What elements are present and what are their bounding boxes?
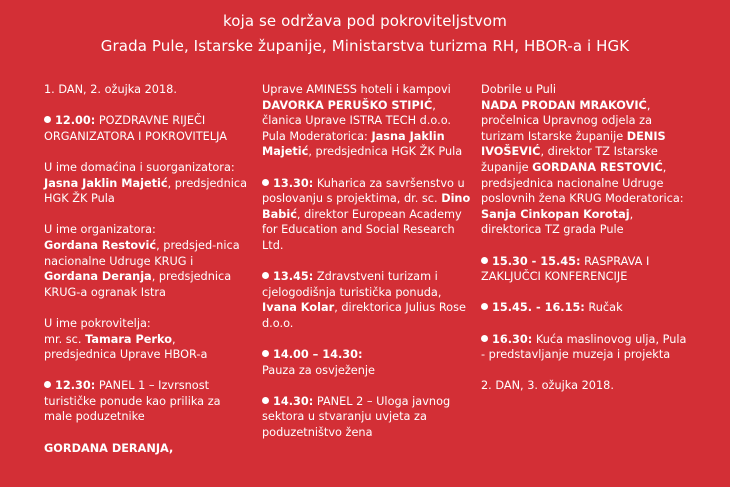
- speaker-text: Uprave AMINESS hoteli i kampovi: [262, 83, 451, 96]
- patron-role: , predsjednica Uprave HBOR-a: [44, 332, 208, 362]
- organizer-greeting: [44, 222, 250, 300]
- item-text: RASPRAVA I ZAKLJUČCI KONFERENCIJE: [481, 254, 650, 284]
- patron-name: Tamara Perko: [85, 332, 172, 346]
- program-column-1: [44, 82, 250, 472]
- schedule-item-1200: [44, 113, 250, 144]
- host-intro: U ime domaćina i suorganizatora:: [44, 160, 235, 174]
- item-time: 12.30:: [55, 379, 96, 393]
- program-column-3: [481, 82, 691, 409]
- speaker-text: , direktor TZ Istarske županije: [481, 145, 658, 174]
- schedule-item-1430: [262, 394, 472, 441]
- speaker-text: , pročelnica Upravnog odjela za turizam Istarske županije: [481, 98, 653, 143]
- bullet-icon: [481, 257, 488, 264]
- item-time: 15.30 - 15.45:: [492, 254, 581, 268]
- moderator-name: Sanja Cinkopan Korotaj: [481, 207, 630, 221]
- item-text: Zdravstveni turizam i cjelogodišnja turistička ponuda,: [262, 270, 442, 299]
- org-name-1: Gordana Restović: [44, 238, 157, 252]
- item-text: PANEL 2 – Uloga javnog sektora u stvaranju uvjeta za poduzetništvo žena: [262, 394, 451, 440]
- item-text: Pauza za osvježenje: [262, 363, 375, 377]
- item-time: 13.45:: [273, 270, 314, 284]
- speaker-name: Dino Babić: [262, 192, 471, 221]
- item-time: 12.00:: [55, 114, 96, 128]
- bullet-icon: [481, 335, 488, 342]
- org-intro: U ime organizatora:: [44, 223, 156, 237]
- header-line-2: Grada Pule, Istarske županije, Ministarstva turizma RH, HBOR-a i HGK: [100, 37, 630, 55]
- speaker-name: DENIS IVOŠEVIĆ: [481, 129, 666, 159]
- moderator-role: , predsjednica HGK ŽK Pula: [308, 145, 463, 159]
- bullet-icon: [262, 179, 269, 186]
- org-role-2: , predsjednica KRUG-a ogranak Istra: [44, 270, 232, 299]
- org-role-1: , predsjed-nica nacionalne Udruge KRUG i: [44, 238, 240, 268]
- bullet-icon: [262, 397, 269, 404]
- speaker-name: Ivana Kolar: [262, 301, 335, 315]
- header-line-1: koja se održava pod pokroviteljstvom: [223, 12, 507, 30]
- host-greeting: [44, 160, 250, 207]
- panel-1-speaker: [44, 441, 250, 457]
- schedule-item-1345: [262, 269, 472, 331]
- speaker-name: NADA PRODAN MRAKOVIĆ: [481, 98, 647, 112]
- speaker-name: DAVORKA PERUŠKO STIPIĆ: [262, 98, 433, 112]
- item-text: PANEL 1 – Izvrsnost turističke ponude kao prilika za male poduzetnike: [44, 379, 221, 424]
- speaker-text: , članica Uprave ISTRA TECH d.o.o. Pula Moderatorica:: [262, 98, 452, 143]
- moderator-role: , direktorica TZ grada Pule: [481, 207, 634, 237]
- bullet-icon: [44, 116, 51, 123]
- speaker-name: GORDANA RESTOVIĆ: [532, 160, 663, 174]
- bullet-icon: [262, 272, 269, 279]
- speaker-text: Dobrile u Puli: [481, 83, 557, 96]
- program-column-2: [262, 82, 472, 456]
- patron-greeting: [44, 316, 250, 363]
- host-name: Jasna Jaklin Majetić: [44, 176, 168, 190]
- bullet-icon: [44, 381, 51, 388]
- schedule-item-1530: [481, 254, 691, 285]
- panel-1-speakers: [262, 82, 472, 160]
- item-time: 15.45. - 16.15:: [492, 301, 585, 315]
- item-text: POZDRAVNE RIJEČI ORGANIZATORA I POKROVITELJA: [44, 114, 227, 143]
- panel-2-speakers: [481, 82, 691, 238]
- schedule-item-1400: [262, 347, 472, 378]
- schedule-item-1545: [481, 300, 691, 316]
- schedule-item-1330: [262, 176, 472, 254]
- moderator-name: Jasna Jaklin Majetić: [262, 129, 445, 159]
- schedule-item-1230: [44, 378, 250, 425]
- item-time: 14.30:: [273, 394, 314, 408]
- day-2-heading: 2. DAN, 3. ožujka 2018.: [481, 379, 614, 393]
- speaker-role: , direktor European Academy for Education and Social Research Ltd.: [262, 207, 462, 252]
- item-text: Kuharica za savršenstvo u poslovanju s projektima, dr. sc.: [262, 176, 465, 206]
- schedule-item-1630: [481, 332, 691, 363]
- item-text: Ručak: [584, 301, 623, 315]
- bullet-icon: [262, 350, 269, 357]
- org-name-2: Gordana Deranja: [44, 270, 152, 284]
- bullet-icon: [481, 303, 488, 310]
- speaker-text: , predsjednica nacionalne Udruge poslovnih žena KRUG Moderatorica:: [481, 160, 684, 206]
- item-time: 16.30:: [492, 332, 533, 346]
- speaker-name: GORDANA DERANJA,: [44, 441, 174, 455]
- item-time: 14.00 – 14.30:: [273, 348, 363, 362]
- patron-prefix: mr. sc.: [44, 332, 86, 346]
- speaker-role: , direktorica Julius Rose d.o.o.: [262, 301, 466, 330]
- item-time: 13.30:: [273, 176, 314, 190]
- patron-intro: U ime pokrovitelja:: [44, 316, 151, 330]
- host-role: , predsjednica HGK ŽK Pula: [44, 176, 248, 206]
- item-text: Kuća maslinovog ulja, Pula - predstavljanje muzeja i projekta: [481, 332, 687, 362]
- day-1-heading: 1. DAN, 2. ožujka 2018.: [44, 83, 177, 96]
